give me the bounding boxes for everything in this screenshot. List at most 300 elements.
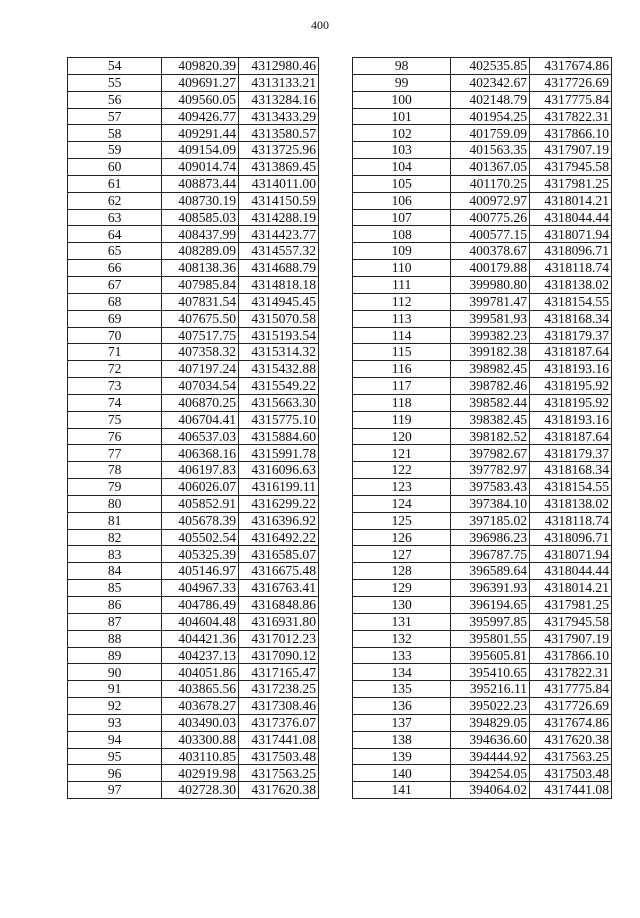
table-row xyxy=(353,327,612,344)
x-coordinate-cell: 406537.03 xyxy=(162,428,239,445)
table-row xyxy=(68,276,319,293)
y-coordinate-cell: 4318096.71 xyxy=(530,243,612,260)
point-number-cell: 130 xyxy=(353,597,451,614)
y-coordinate-cell: 4317620.38 xyxy=(239,782,319,799)
x-coordinate-cell: 398582.44 xyxy=(451,394,530,411)
table-row xyxy=(68,529,319,546)
point-number-cell: 141 xyxy=(353,782,451,799)
point-number-cell: 129 xyxy=(353,580,451,597)
table-row xyxy=(353,310,612,327)
table-row xyxy=(353,445,612,462)
point-number-cell: 110 xyxy=(353,260,451,277)
point-number-cell: 98 xyxy=(353,58,451,75)
x-coordinate-cell: 397384.10 xyxy=(451,495,530,512)
point-number-cell: 132 xyxy=(353,630,451,647)
y-coordinate-cell: 4317503.48 xyxy=(239,748,319,765)
y-coordinate-cell: 4317945.58 xyxy=(530,613,612,630)
point-number-cell: 102 xyxy=(353,125,451,142)
table-row xyxy=(353,782,612,799)
table-row xyxy=(68,226,319,243)
point-number-cell: 139 xyxy=(353,748,451,765)
table-row xyxy=(68,782,319,799)
table-row xyxy=(68,327,319,344)
y-coordinate-cell: 4318154.55 xyxy=(530,293,612,310)
point-number-cell: 108 xyxy=(353,226,451,243)
y-coordinate-cell: 4315991.78 xyxy=(239,445,319,462)
x-coordinate-cell: 409560.05 xyxy=(162,91,239,108)
y-coordinate-cell: 4318195.92 xyxy=(530,394,612,411)
y-coordinate-cell: 4316199.11 xyxy=(239,479,319,496)
point-number-cell: 123 xyxy=(353,479,451,496)
y-coordinate-cell: 4318071.94 xyxy=(530,226,612,243)
x-coordinate-cell: 394254.05 xyxy=(451,765,530,782)
point-number-cell: 68 xyxy=(68,293,162,310)
y-coordinate-cell: 4317907.19 xyxy=(530,630,612,647)
table-row xyxy=(68,394,319,411)
x-coordinate-cell: 407034.54 xyxy=(162,378,239,395)
x-coordinate-cell: 394829.05 xyxy=(451,714,530,731)
x-coordinate-cell: 407517.75 xyxy=(162,327,239,344)
point-number-cell: 92 xyxy=(68,698,162,715)
y-coordinate-cell: 4317866.10 xyxy=(530,647,612,664)
x-coordinate-cell: 400378.67 xyxy=(451,243,530,260)
x-coordinate-cell: 404786.49 xyxy=(162,597,239,614)
table-row xyxy=(68,209,319,226)
point-number-cell: 140 xyxy=(353,765,451,782)
y-coordinate-cell: 4315432.88 xyxy=(239,361,319,378)
table-row xyxy=(353,142,612,159)
table-row xyxy=(353,698,612,715)
y-coordinate-cell: 4315314.32 xyxy=(239,344,319,361)
table-row xyxy=(353,664,612,681)
x-coordinate-cell: 407831.54 xyxy=(162,293,239,310)
table-row xyxy=(353,125,612,142)
x-coordinate-cell: 397782.97 xyxy=(451,462,530,479)
y-coordinate-cell: 4317674.86 xyxy=(530,58,612,75)
point-number-cell: 65 xyxy=(68,243,162,260)
x-coordinate-cell: 408289.09 xyxy=(162,243,239,260)
x-coordinate-cell: 405852.91 xyxy=(162,495,239,512)
x-coordinate-cell: 399980.80 xyxy=(451,276,530,293)
y-coordinate-cell: 4314011.00 xyxy=(239,175,319,192)
table-row xyxy=(353,479,612,496)
point-number-cell: 75 xyxy=(68,411,162,428)
table-row xyxy=(68,260,319,277)
x-coordinate-cell: 405325.39 xyxy=(162,546,239,563)
point-number-cell: 69 xyxy=(68,310,162,327)
x-coordinate-cell: 404051.86 xyxy=(162,664,239,681)
y-coordinate-cell: 4318071.94 xyxy=(530,546,612,563)
table-row xyxy=(353,226,612,243)
table-row xyxy=(353,108,612,125)
point-number-cell: 57 xyxy=(68,108,162,125)
x-coordinate-cell: 407358.32 xyxy=(162,344,239,361)
y-coordinate-cell: 4317012.23 xyxy=(239,630,319,647)
x-coordinate-cell: 406026.07 xyxy=(162,479,239,496)
point-number-cell: 109 xyxy=(353,243,451,260)
x-coordinate-cell: 403490.03 xyxy=(162,714,239,731)
x-coordinate-cell: 404237.13 xyxy=(162,647,239,664)
point-number-cell: 120 xyxy=(353,428,451,445)
table-row xyxy=(68,344,319,361)
table-row xyxy=(68,378,319,395)
point-number-cell: 114 xyxy=(353,327,451,344)
table-row xyxy=(68,411,319,428)
y-coordinate-cell: 4318193.16 xyxy=(530,411,612,428)
table-row xyxy=(353,765,612,782)
y-coordinate-cell: 4317674.86 xyxy=(530,714,612,731)
table-row xyxy=(353,91,612,108)
x-coordinate-cell: 406197.83 xyxy=(162,462,239,479)
point-number-cell: 66 xyxy=(68,260,162,277)
x-coordinate-cell: 395801.55 xyxy=(451,630,530,647)
x-coordinate-cell: 407675.50 xyxy=(162,310,239,327)
point-number-cell: 62 xyxy=(68,192,162,209)
x-coordinate-cell: 409014.74 xyxy=(162,159,239,176)
y-coordinate-cell: 4316931.80 xyxy=(239,613,319,630)
point-number-cell: 117 xyxy=(353,378,451,395)
x-coordinate-cell: 399781.47 xyxy=(451,293,530,310)
point-number-cell: 112 xyxy=(353,293,451,310)
x-coordinate-cell: 396589.64 xyxy=(451,563,530,580)
point-number-cell: 137 xyxy=(353,714,451,731)
x-coordinate-cell: 397185.02 xyxy=(451,512,530,529)
point-number-cell: 136 xyxy=(353,698,451,715)
y-coordinate-cell: 4316396.92 xyxy=(239,512,319,529)
y-coordinate-cell: 4318014.21 xyxy=(530,580,612,597)
y-coordinate-cell: 4318138.02 xyxy=(530,276,612,293)
y-coordinate-cell: 4314945.45 xyxy=(239,293,319,310)
point-number-cell: 56 xyxy=(68,91,162,108)
y-coordinate-cell: 4313725.96 xyxy=(239,142,319,159)
point-number-cell: 61 xyxy=(68,175,162,192)
table-row xyxy=(68,243,319,260)
x-coordinate-cell: 402728.30 xyxy=(162,782,239,799)
table-row xyxy=(353,276,612,293)
x-coordinate-cell: 402535.85 xyxy=(451,58,530,75)
point-number-cell: 104 xyxy=(353,159,451,176)
y-coordinate-cell: 4316763.41 xyxy=(239,580,319,597)
y-coordinate-cell: 4318138.02 xyxy=(530,495,612,512)
point-number-cell: 86 xyxy=(68,597,162,614)
table-row xyxy=(68,159,319,176)
y-coordinate-cell: 4317563.25 xyxy=(239,765,319,782)
x-coordinate-cell: 404604.48 xyxy=(162,613,239,630)
table-row xyxy=(68,192,319,209)
table-row xyxy=(68,445,319,462)
table-row xyxy=(68,91,319,108)
table-row xyxy=(68,580,319,597)
x-coordinate-cell: 401170.25 xyxy=(451,175,530,192)
table-row xyxy=(353,748,612,765)
y-coordinate-cell: 4314423.77 xyxy=(239,226,319,243)
point-number-cell: 89 xyxy=(68,647,162,664)
table-row xyxy=(68,714,319,731)
y-coordinate-cell: 4317726.69 xyxy=(530,74,612,91)
y-coordinate-cell: 4316492.22 xyxy=(239,529,319,546)
table-row xyxy=(68,125,319,142)
y-coordinate-cell: 4318118.74 xyxy=(530,260,612,277)
table-row xyxy=(353,613,612,630)
point-number-cell: 54 xyxy=(68,58,162,75)
x-coordinate-cell: 403865.56 xyxy=(162,681,239,698)
x-coordinate-cell: 399182.38 xyxy=(451,344,530,361)
point-number-cell: 94 xyxy=(68,731,162,748)
point-number-cell: 135 xyxy=(353,681,451,698)
y-coordinate-cell: 4318044.44 xyxy=(530,563,612,580)
point-number-cell: 71 xyxy=(68,344,162,361)
y-coordinate-cell: 4318193.16 xyxy=(530,361,612,378)
table-row xyxy=(68,361,319,378)
y-coordinate-cell: 4312980.46 xyxy=(239,58,319,75)
point-number-cell: 55 xyxy=(68,74,162,91)
table-row xyxy=(353,260,612,277)
point-number-cell: 133 xyxy=(353,647,451,664)
point-number-cell: 97 xyxy=(68,782,162,799)
table-row xyxy=(353,512,612,529)
table-row xyxy=(353,647,612,664)
point-number-cell: 70 xyxy=(68,327,162,344)
table-row xyxy=(353,495,612,512)
y-coordinate-cell: 4318179.37 xyxy=(530,327,612,344)
x-coordinate-cell: 402919.98 xyxy=(162,765,239,782)
table-row xyxy=(353,243,612,260)
x-coordinate-cell: 408585.03 xyxy=(162,209,239,226)
x-coordinate-cell: 400972.97 xyxy=(451,192,530,209)
x-coordinate-cell: 404421.36 xyxy=(162,630,239,647)
table-row xyxy=(68,108,319,125)
y-coordinate-cell: 4317907.19 xyxy=(530,142,612,159)
table-row xyxy=(353,529,612,546)
x-coordinate-cell: 408437.99 xyxy=(162,226,239,243)
x-coordinate-cell: 409820.39 xyxy=(162,58,239,75)
y-coordinate-cell: 4318187.64 xyxy=(530,344,612,361)
table-row xyxy=(353,361,612,378)
y-coordinate-cell: 4318179.37 xyxy=(530,445,612,462)
point-number-cell: 64 xyxy=(68,226,162,243)
y-coordinate-cell: 4317441.08 xyxy=(530,782,612,799)
point-number-cell: 83 xyxy=(68,546,162,563)
x-coordinate-cell: 406368.16 xyxy=(162,445,239,462)
table-row xyxy=(68,698,319,715)
y-coordinate-cell: 4317620.38 xyxy=(530,731,612,748)
x-coordinate-cell: 398182.52 xyxy=(451,428,530,445)
x-coordinate-cell: 409691.27 xyxy=(162,74,239,91)
point-number-cell: 99 xyxy=(353,74,451,91)
point-number-cell: 111 xyxy=(353,276,451,293)
x-coordinate-cell: 398782.46 xyxy=(451,378,530,395)
table-row xyxy=(68,142,319,159)
table-row xyxy=(68,479,319,496)
point-number-cell: 100 xyxy=(353,91,451,108)
x-coordinate-cell: 402342.67 xyxy=(451,74,530,91)
point-number-cell: 128 xyxy=(353,563,451,580)
x-coordinate-cell: 401954.25 xyxy=(451,108,530,125)
table-row xyxy=(353,681,612,698)
y-coordinate-cell: 4317165.47 xyxy=(239,664,319,681)
x-coordinate-cell: 405146.97 xyxy=(162,563,239,580)
y-coordinate-cell: 4315070.58 xyxy=(239,310,319,327)
coordinate-table-right xyxy=(352,57,612,799)
point-number-cell: 87 xyxy=(68,613,162,630)
x-coordinate-cell: 401759.09 xyxy=(451,125,530,142)
x-coordinate-cell: 396391.93 xyxy=(451,580,530,597)
page-number: 400 xyxy=(311,18,329,32)
table-row xyxy=(353,580,612,597)
y-coordinate-cell: 4314557.32 xyxy=(239,243,319,260)
x-coordinate-cell: 408873.44 xyxy=(162,175,239,192)
table-row xyxy=(68,630,319,647)
y-coordinate-cell: 4317866.10 xyxy=(530,125,612,142)
point-number-cell: 138 xyxy=(353,731,451,748)
x-coordinate-cell: 400775.26 xyxy=(451,209,530,226)
y-coordinate-cell: 4315549.22 xyxy=(239,378,319,395)
y-coordinate-cell: 4314818.18 xyxy=(239,276,319,293)
table-row xyxy=(68,664,319,681)
point-number-cell: 85 xyxy=(68,580,162,597)
point-number-cell: 81 xyxy=(68,512,162,529)
y-coordinate-cell: 4314150.59 xyxy=(239,192,319,209)
table-row xyxy=(68,74,319,91)
point-number-cell: 101 xyxy=(353,108,451,125)
point-number-cell: 73 xyxy=(68,378,162,395)
coordinate-table-right-body xyxy=(353,58,612,799)
y-coordinate-cell: 4317726.69 xyxy=(530,698,612,715)
x-coordinate-cell: 406870.25 xyxy=(162,394,239,411)
point-number-cell: 131 xyxy=(353,613,451,630)
point-number-cell: 59 xyxy=(68,142,162,159)
x-coordinate-cell: 400179.88 xyxy=(451,260,530,277)
point-number-cell: 84 xyxy=(68,563,162,580)
coordinate-table-left-body xyxy=(68,58,319,799)
table-row xyxy=(68,731,319,748)
y-coordinate-cell: 4317563.25 xyxy=(530,748,612,765)
table-row xyxy=(68,546,319,563)
table-row xyxy=(353,411,612,428)
x-coordinate-cell: 400577.15 xyxy=(451,226,530,243)
x-coordinate-cell: 409426.77 xyxy=(162,108,239,125)
y-coordinate-cell: 4318118.74 xyxy=(530,512,612,529)
table-row xyxy=(353,630,612,647)
table-row xyxy=(68,58,319,75)
point-number-cell: 126 xyxy=(353,529,451,546)
point-number-cell: 82 xyxy=(68,529,162,546)
y-coordinate-cell: 4317981.25 xyxy=(530,597,612,614)
point-number-cell: 113 xyxy=(353,310,451,327)
table-row xyxy=(353,74,612,91)
x-coordinate-cell: 395605.81 xyxy=(451,647,530,664)
y-coordinate-cell: 4317238.25 xyxy=(239,681,319,698)
y-coordinate-cell: 4317441.08 xyxy=(239,731,319,748)
point-number-cell: 116 xyxy=(353,361,451,378)
x-coordinate-cell: 408138.36 xyxy=(162,260,239,277)
y-coordinate-cell: 4314288.19 xyxy=(239,209,319,226)
x-coordinate-cell: 394444.92 xyxy=(451,748,530,765)
x-coordinate-cell: 401563.35 xyxy=(451,142,530,159)
y-coordinate-cell: 4315663.30 xyxy=(239,394,319,411)
table-row xyxy=(353,58,612,75)
y-coordinate-cell: 4318187.64 xyxy=(530,428,612,445)
point-number-cell: 74 xyxy=(68,394,162,411)
table-row xyxy=(68,597,319,614)
point-number-cell: 107 xyxy=(353,209,451,226)
point-number-cell: 125 xyxy=(353,512,451,529)
x-coordinate-cell: 399382.23 xyxy=(451,327,530,344)
point-number-cell: 103 xyxy=(353,142,451,159)
point-number-cell: 105 xyxy=(353,175,451,192)
table-row xyxy=(353,462,612,479)
x-coordinate-cell: 398982.45 xyxy=(451,361,530,378)
table-row xyxy=(353,209,612,226)
x-coordinate-cell: 402148.79 xyxy=(451,91,530,108)
y-coordinate-cell: 4318096.71 xyxy=(530,529,612,546)
x-coordinate-cell: 397583.43 xyxy=(451,479,530,496)
x-coordinate-cell: 394636.60 xyxy=(451,731,530,748)
x-coordinate-cell: 405678.39 xyxy=(162,512,239,529)
point-number-cell: 58 xyxy=(68,125,162,142)
x-coordinate-cell: 408730.19 xyxy=(162,192,239,209)
x-coordinate-cell: 396787.75 xyxy=(451,546,530,563)
y-coordinate-cell: 4317090.12 xyxy=(239,647,319,664)
x-coordinate-cell: 396194.65 xyxy=(451,597,530,614)
table-row xyxy=(353,428,612,445)
table-row xyxy=(68,748,319,765)
y-coordinate-cell: 4313869.45 xyxy=(239,159,319,176)
table-row xyxy=(68,512,319,529)
point-number-cell: 134 xyxy=(353,664,451,681)
table-row xyxy=(353,563,612,580)
x-coordinate-cell: 399581.93 xyxy=(451,310,530,327)
x-coordinate-cell: 395216.11 xyxy=(451,681,530,698)
y-coordinate-cell: 4313133.21 xyxy=(239,74,319,91)
x-coordinate-cell: 407985.84 xyxy=(162,276,239,293)
y-coordinate-cell: 4316299.22 xyxy=(239,495,319,512)
y-coordinate-cell: 4317981.25 xyxy=(530,175,612,192)
point-number-cell: 95 xyxy=(68,748,162,765)
x-coordinate-cell: 394064.02 xyxy=(451,782,530,799)
point-number-cell: 72 xyxy=(68,361,162,378)
y-coordinate-cell: 4313580.57 xyxy=(239,125,319,142)
table-row xyxy=(353,192,612,209)
x-coordinate-cell: 404967.33 xyxy=(162,580,239,597)
table-row xyxy=(353,293,612,310)
table-row xyxy=(353,159,612,176)
table-row xyxy=(68,765,319,782)
table-row xyxy=(68,681,319,698)
x-coordinate-cell: 398382.45 xyxy=(451,411,530,428)
x-coordinate-cell: 407197.24 xyxy=(162,361,239,378)
y-coordinate-cell: 4318195.92 xyxy=(530,378,612,395)
table-row xyxy=(353,731,612,748)
y-coordinate-cell: 4317308.46 xyxy=(239,698,319,715)
point-number-cell: 90 xyxy=(68,664,162,681)
point-number-cell: 80 xyxy=(68,495,162,512)
point-number-cell: 63 xyxy=(68,209,162,226)
x-coordinate-cell: 395410.65 xyxy=(451,664,530,681)
table-row xyxy=(353,597,612,614)
y-coordinate-cell: 4317822.31 xyxy=(530,664,612,681)
table-row xyxy=(68,563,319,580)
y-coordinate-cell: 4317822.31 xyxy=(530,108,612,125)
point-number-cell: 79 xyxy=(68,479,162,496)
point-number-cell: 78 xyxy=(68,462,162,479)
y-coordinate-cell: 4317775.84 xyxy=(530,681,612,698)
table-row xyxy=(353,394,612,411)
x-coordinate-cell: 403678.27 xyxy=(162,698,239,715)
table-row xyxy=(68,462,319,479)
y-coordinate-cell: 4316096.63 xyxy=(239,462,319,479)
point-number-cell: 96 xyxy=(68,765,162,782)
